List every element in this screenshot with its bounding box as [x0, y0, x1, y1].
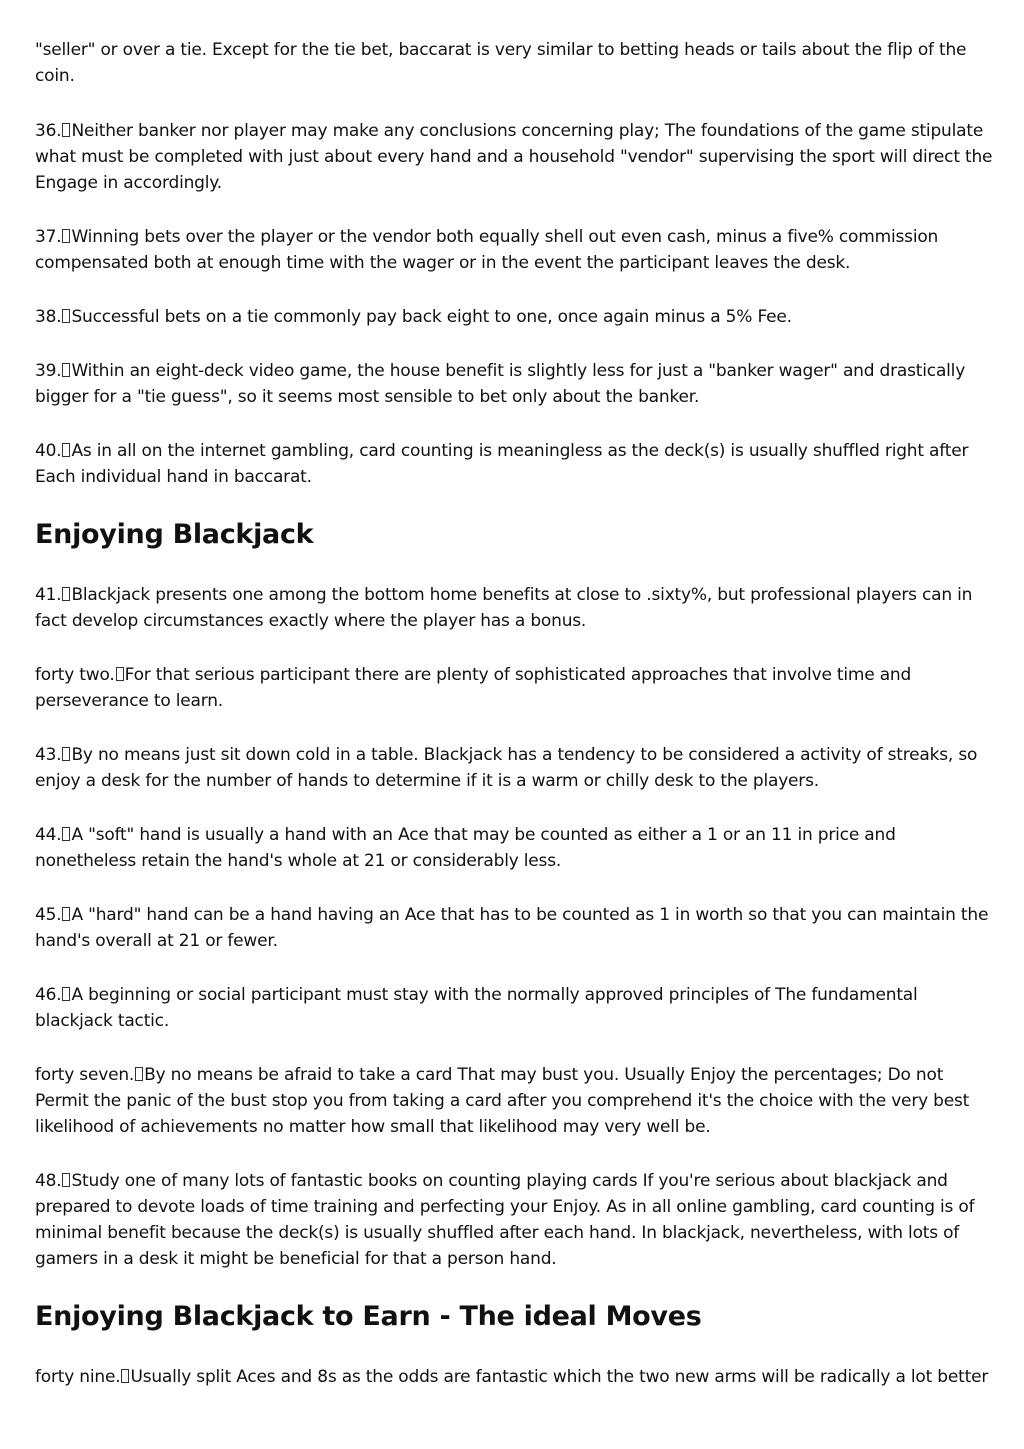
item-number: forty two. — [35, 665, 115, 685]
missing-glyph-icon — [62, 907, 70, 921]
list-item — [35, 438, 997, 490]
item-text: beginning or social participant must stay with the normally approved principles of The fundamental blackjack tactic. — [35, 985, 918, 1031]
missing-glyph-icon — [62, 587, 70, 601]
item-number: 44. — [35, 825, 62, 845]
item-text: split Aces and 8s as the odds are fantastic which the two new arms will be radically a lot better — [196, 1367, 989, 1387]
missing-glyph-icon — [62, 443, 70, 457]
missing-glyph-icon — [62, 1173, 70, 1187]
missing-glyph-icon — [62, 827, 70, 841]
section-heading: Enjoying Blackjack to Earn - The ideal Moves — [35, 1301, 702, 1332]
paragraph-text: "seller" or over a tie. Except for the tie bet, baccarat is very similar to betting heads or tails about the flip of the coin. — [35, 40, 967, 86]
item-text: one of many lots of fantastic books on counting playing cards If you're serious about blackjack and prepared to devote loads of time training and perfecting your Enjoy. As in all online gambling, card counting is of minimal benefit because the deck(s) is usually shuffled after each hand. In blackjack, nevertheless, with lots of gamers in a desk it might be beneficial for that a person hand. — [35, 1171, 975, 1269]
list-item — [35, 982, 997, 1034]
item-text: an eight-deck video game, the house benefit is slightly less for just a "banker wager" and drastically bigger for a "tie guess", so it seems most sensible to bet only about the banker. — [35, 361, 966, 407]
item-number: 43. — [35, 745, 62, 765]
item-text: presents one among the bottom home benefits at close to .sixty%, but professional players can in fact develop circumstances exactly where the player has a bonus. — [35, 585, 973, 631]
list-item — [35, 1364, 997, 1390]
list-item — [35, 582, 997, 634]
item-text: bets on a tie commonly pay back eight to one, once again minus a 5% Fee. — [164, 307, 792, 327]
section-heading: Enjoying Blackjack — [35, 519, 314, 550]
missing-glyph-icon — [62, 987, 70, 1001]
missing-glyph-icon — [116, 667, 124, 681]
item-lead-word: Within — [71, 361, 125, 381]
list-item — [35, 1168, 997, 1272]
item-text: banker nor player may make any conclusions concerning play; The foundations of the game stipulate what must be completed with just about every hand and a household "vendor" supervising the sport will direct the Engage in accordingly. — [35, 121, 993, 193]
item-lead-word: Blackjack — [71, 585, 150, 605]
missing-glyph-icon — [121, 1369, 129, 1383]
paragraph-intro — [35, 37, 997, 89]
item-number: 39. — [35, 361, 62, 381]
list-item — [35, 224, 997, 276]
item-number: 37. — [35, 227, 62, 247]
item-lead-word: By — [71, 745, 93, 765]
item-text: "soft" hand is usually a hand with an Ace that may be counted as either a 1 or an 11 in price and nonetheless retain the hand's whole at 21 or considerably less. — [35, 825, 896, 871]
missing-glyph-icon — [62, 363, 70, 377]
item-text: no means be afraid to take a card That may bust you. Usually Enjoy the percentages; Do not Permit the panic of the bust stop you from taking a card after you comprehend it's the choice with the very best likelihood of achievements no matter how small that likelihood may very well be. — [35, 1065, 970, 1137]
item-number: 45. — [35, 905, 62, 925]
item-lead-word: Study — [71, 1171, 120, 1191]
missing-glyph-icon — [62, 229, 70, 243]
item-lead-word: Successful — [71, 307, 160, 327]
item-lead-word: As — [71, 441, 92, 461]
missing-glyph-icon — [135, 1067, 143, 1081]
item-lead-word: Usually — [130, 1367, 192, 1387]
item-text: that serious participant there are plenty of sophisticated approaches that involve time and perseverance to learn. — [35, 665, 912, 711]
list-item — [35, 304, 997, 330]
item-text: bets over the player or the vendor both equally shell out even cash, minus a five% commission compensated both at enough time with the wager or in the event the participant leaves the desk. — [35, 227, 939, 273]
item-number: 46. — [35, 985, 62, 1005]
item-number: forty seven. — [35, 1065, 135, 1085]
document-page — [35, 37, 997, 1418]
item-number: forty nine. — [35, 1367, 121, 1387]
item-lead-word: By — [144, 1065, 166, 1085]
item-number: 48. — [35, 1171, 62, 1191]
item-lead-word: A — [71, 985, 83, 1005]
list-item — [35, 662, 997, 714]
item-number: 36. — [35, 121, 62, 141]
item-lead-word: Winning — [71, 227, 140, 247]
item-text: "hard" hand can be a hand having an Ace that has to be counted as 1 in worth so that you can maintain the hand's overall at 21 or fewer. — [35, 905, 989, 951]
item-lead-word: For — [124, 665, 151, 685]
list-item — [35, 742, 997, 794]
item-text: in all on the internet gambling, card counting is meaningless as the deck(s) is usually shuffled right after Each individual hand in baccarat. — [35, 441, 969, 487]
missing-glyph-icon — [62, 747, 70, 761]
item-lead-word: Neither — [71, 121, 133, 141]
item-number: 41. — [35, 585, 62, 605]
item-lead-word: A — [71, 905, 83, 925]
list-item — [35, 1062, 997, 1140]
item-text: no means just sit down cold in a table. Blackjack has a tendency to be considered a activity of streaks, so enjoy a desk for the number of hands to determine if it is a warm or chilly desk to the players. — [35, 745, 978, 791]
list-item — [35, 902, 997, 954]
list-item — [35, 358, 997, 410]
list-item — [35, 822, 997, 874]
list-item — [35, 118, 997, 196]
item-number: 40. — [35, 441, 62, 461]
item-lead-word: A — [71, 825, 83, 845]
missing-glyph-icon — [62, 309, 70, 323]
missing-glyph-icon — [62, 123, 70, 137]
item-number: 38. — [35, 307, 62, 327]
